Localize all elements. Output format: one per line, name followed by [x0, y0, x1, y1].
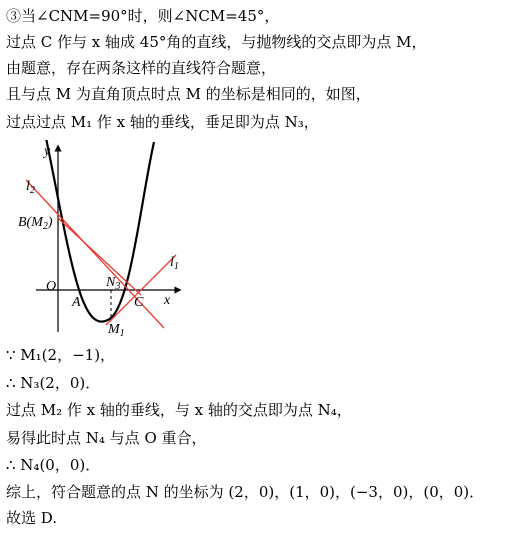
text-line-12: 故选 D. [6, 509, 58, 527]
point-M1-label: $M_1$ [108, 322, 125, 336]
parabola-figure [16, 140, 188, 336]
text-line-11: 综上，符合题意的点 N 的坐标为 (2，0)，(1，0)，(−3，0)，(0，0)． [6, 483, 485, 501]
origin-label: O [46, 279, 57, 294]
text-line-8: 过点 M₂ 作 x 轴的垂线，与 x 轴的交点即为点 N₄， [6, 401, 352, 419]
x-axis-label: x [164, 293, 171, 308]
text-line-4: 且与点 M 为直角顶点时点 M 的坐标是相同的，如图， [6, 85, 371, 103]
text-line-5: 过点过点 M₁ 作 x 轴的垂线，垂足即为点 N₃， [6, 113, 319, 131]
point-N3-label: $N_3$ [106, 275, 121, 292]
text-line-7: ∴ N₃(2，0)． [6, 374, 101, 392]
text-line-6: ∵ M₁(2，−1)， [6, 346, 116, 364]
y-axis-label: y [44, 144, 51, 159]
text-line-9: 易得此时点 N₄ 与点 O 重合， [6, 429, 207, 447]
line-l2-label: $l_2$ [26, 179, 35, 196]
text-line-2: 过点 C 作与 x 轴成 45°角的直线，与抛物线的交点即为点 M， [6, 33, 427, 51]
text-line-1: ③当∠CNM=90°时，则∠NCM=45°， [6, 7, 280, 25]
text-line-3: 由题意，存在两条这样的直线符合题意， [6, 59, 277, 77]
point-B-label: $B(M_2)$ [18, 215, 53, 232]
point-A-label: A [72, 295, 81, 310]
line-l1-label: $l_1$ [170, 255, 179, 272]
text-line-10: ∴ N₄(0，0)． [6, 456, 101, 474]
point-C-label: C [134, 295, 144, 310]
